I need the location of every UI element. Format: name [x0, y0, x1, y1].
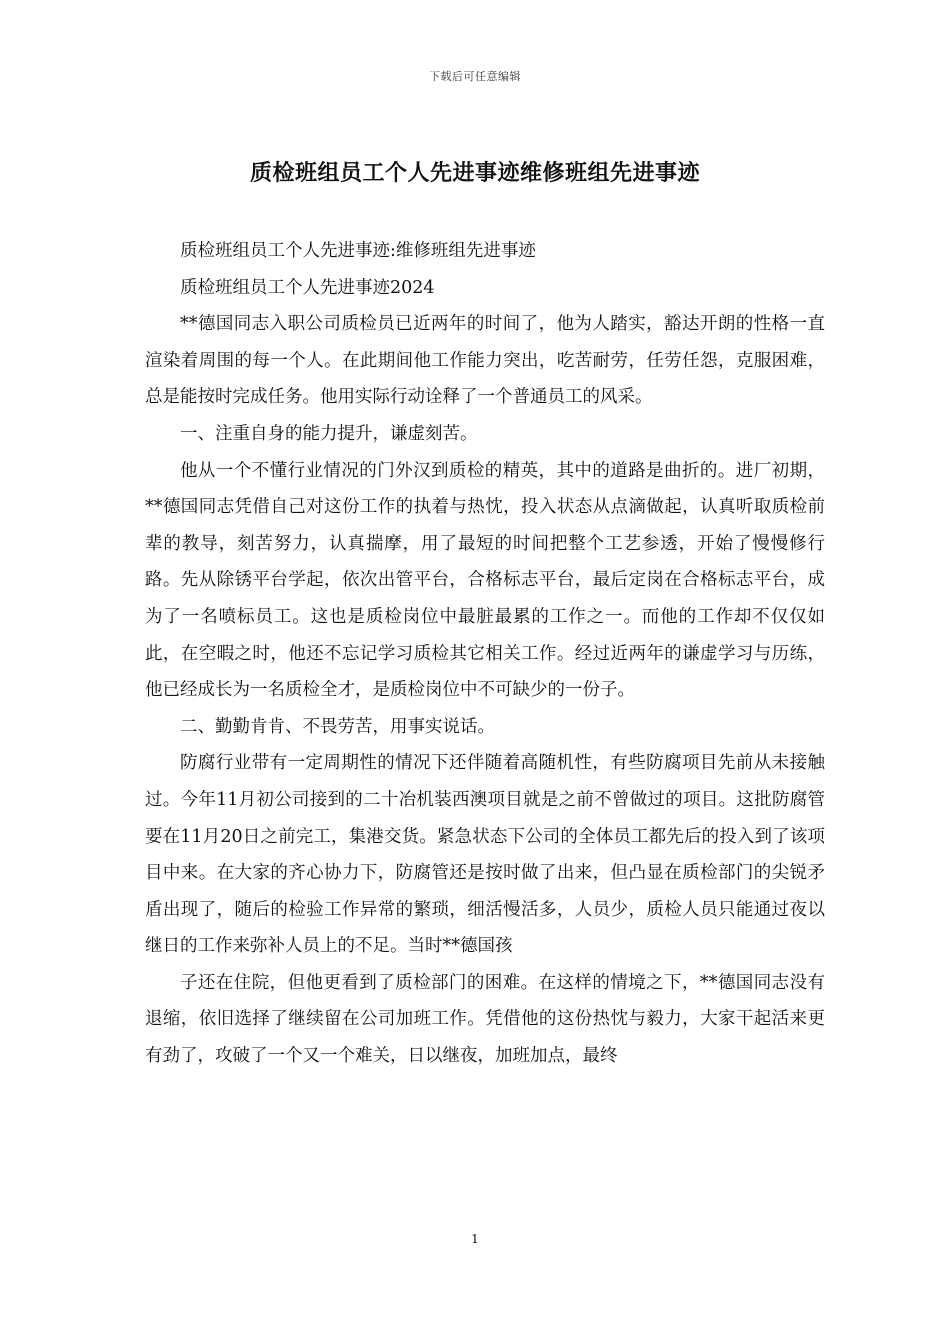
- paragraph-section-1: 他从一个不懂行业情况的门外汉到质检的精英，其中的道路是曲折的。进厂初期，**德国同志凭借自己对这份工作的执着与热忱，投入状态从点滴做起，认真听取质检前辈的教导，刻苦努力，认真揣摩，用了最短的时间把整个工艺参透，开始了慢慢修行路。先从除锈平台学起，依次出管平台，合格标志平台，最后定岗在合格标志平台，成为了一名喷标员工。这也是质检岗位中最脏最累的工作之一。而他的工作却不仅仅如此，在空暇之时，他还不忘记学习质检其它相关工作。经过近两年的谦虚学习与历练，他已经成长为一名质检全才，是质检岗位中不可缺少的一份子。: [145, 460, 825, 701]
- paragraph-subtitle: 质检班组员工个人先进事迹:维修班组先进事迹: [180, 241, 536, 261]
- page-number: 1: [471, 1232, 479, 1246]
- paragraph-section-2a: 防腐行业带有一定周期性的情况下还伴随着高随机性，有些防腐项目先前从未接触过。今年11月初公司接到的二十冶机装西澳项目就是之前不曾做过的项目。这批防腐管要在11月20日之前完工，集港交货。紧急状态下公司的全体员工都先后的投入到了该项目中来。在大家的齐心协力下，防腐管还是按时做了出来，但凸显在质检部门的尖锐矛盾出现了，随后的检验工作异常的繁琐，细活慢活多，人员少，质检人员只能通过夜以继日的工作来弥补人员上的不足。当时**德国孩: [145, 753, 825, 957]
- section-heading-2: 二、勤勤肯肯、不畏劳苦，用事实说话。: [180, 716, 495, 737]
- document-title: 质检班组员工个人先进事迹维修班组先进事迹: [249, 160, 700, 186]
- document-body: [145, 233, 825, 1075]
- header-note: 下载后可任意编辑: [429, 70, 521, 83]
- section-heading-1: 一、注重自身的能力提升，谦虚刻苦。: [180, 423, 478, 444]
- paragraph-year-heading: 质检班组员工个人先进事迹2024: [180, 277, 435, 298]
- paragraph-intro: **德国同志入职公司质检员已近两年的时间了，他为人踏实，豁达开朗的性格一直渲染着周围的每一个人。在此期间他工作能力突出，吃苦耐劳，任劳任怨，克服困难，总是能按时完成任务。他用实际行动诠释了一个普通员工的风采。: [145, 314, 825, 408]
- paragraph-section-2b: 子还在住院，但他更看到了质检部门的困难。在这样的情境之下，**德国同志没有退缩，依旧选择了继续留在公司加班工作。凭借他的这份热忱与毅力，大家干起活来更有劲了，攻破了一个又一个难关，日以继夜，加班加点，最终: [145, 972, 825, 1067]
